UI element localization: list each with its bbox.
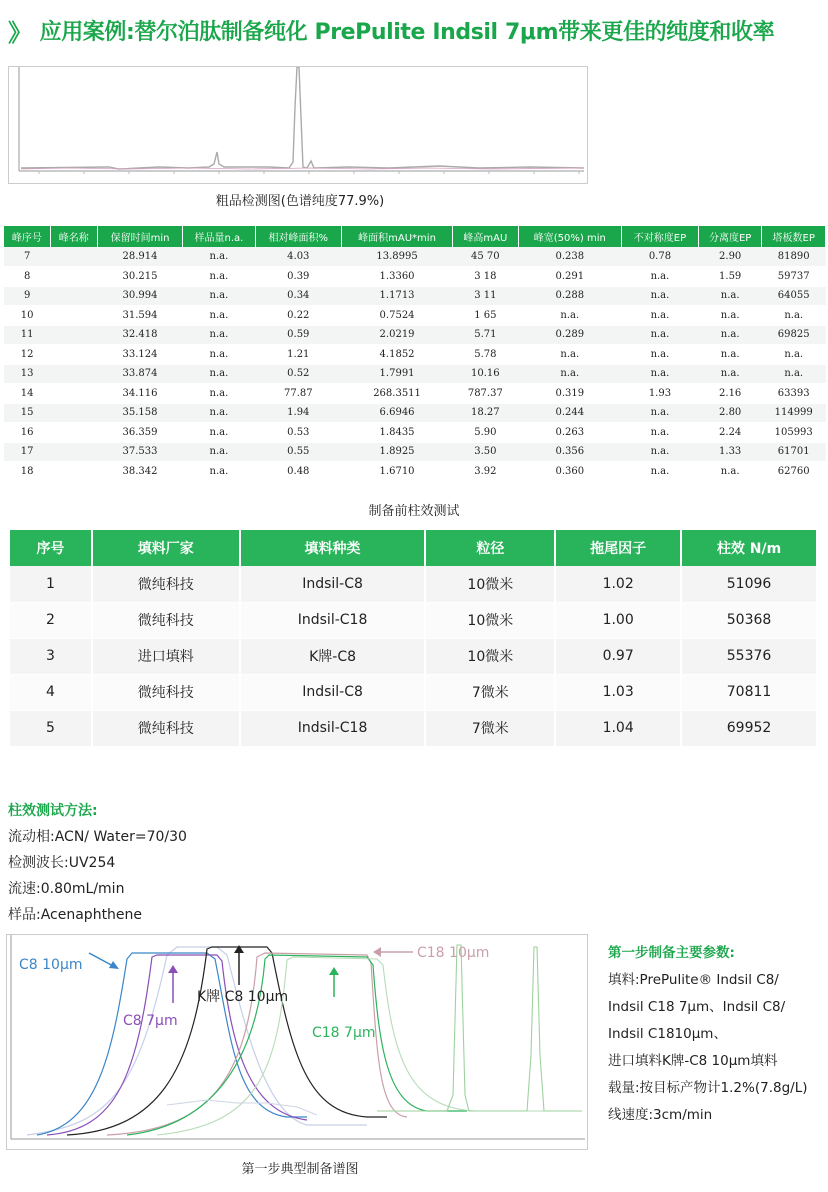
table-row xyxy=(10,674,817,710)
peak-table-cell: n.a. xyxy=(183,247,255,267)
peak-table-cell: 32.418 xyxy=(97,325,183,345)
peak-table-cell: 14 xyxy=(4,384,50,404)
peak-table-cell: 0.48 xyxy=(255,462,342,482)
column-test-cell: K牌-C8 xyxy=(240,638,426,674)
peak-table-cell: n.a. xyxy=(183,325,255,345)
params-line: 进口填料K牌-C8 10μm填料 xyxy=(608,1053,778,1069)
method-heading: 柱效测试方法: xyxy=(8,803,98,819)
peak-table-cell: 1.8435 xyxy=(342,423,453,443)
peak-table-cell: n.a. xyxy=(183,423,255,443)
peak-table-header: 样品量n.a. xyxy=(183,226,255,247)
peak-table-cell: n.a. xyxy=(183,364,255,384)
peak-table-header: 峰名称 xyxy=(50,226,97,247)
peak-table-header: 峰序号 xyxy=(4,226,50,247)
method-line: 流速:0.80mL/min xyxy=(8,881,125,897)
method-line: 样品:Acenaphthene xyxy=(8,907,143,923)
table-row xyxy=(4,364,826,384)
column-test-cell: 0.97 xyxy=(555,638,681,674)
table-row xyxy=(4,403,826,423)
peak-table-cell: 10.16 xyxy=(453,364,519,384)
crude-chromatogram-plot xyxy=(9,67,587,183)
peak-table-cell xyxy=(50,364,97,384)
peak-table-cell: 33.124 xyxy=(97,345,183,365)
peak-table-cell: 59737 xyxy=(762,267,826,287)
peak-table-cell xyxy=(50,442,97,462)
peak-table-cell: 28.914 xyxy=(97,247,183,267)
peak-table-cell: 17 xyxy=(4,442,50,462)
peak-table-cell: n.a. xyxy=(621,423,698,443)
peak-table-cell: 5.90 xyxy=(453,423,519,443)
peak-table-cell: 0.55 xyxy=(255,442,342,462)
peak-table-cell xyxy=(50,345,97,365)
peak-table-cell: 45 70 xyxy=(453,247,519,267)
peak-table-cell: n.a. xyxy=(183,345,255,365)
method-line: 检测波长:UV254 xyxy=(8,855,116,871)
peak-table-cell xyxy=(50,267,97,287)
peak-table-cell: 9 xyxy=(4,286,50,306)
peak-table xyxy=(4,226,826,482)
peak-table-cell: 2.16 xyxy=(698,384,762,404)
peak-table-cell: 0.244 xyxy=(518,403,621,423)
peak-table-cell: n.a. xyxy=(621,325,698,345)
peak-table-cell: 0.360 xyxy=(518,462,621,482)
table-row xyxy=(4,325,826,345)
peak-table-cell: n.a. xyxy=(518,345,621,365)
table-row xyxy=(10,566,817,602)
params-line: 载量:按目标产物计1.2%(7.8g/L) xyxy=(608,1080,808,1096)
peak-table-cell: 30.994 xyxy=(97,286,183,306)
peak-table-cell: 0.7524 xyxy=(342,306,453,326)
peak-table-cell xyxy=(50,325,97,345)
column-test-cell: Indsil-C8 xyxy=(240,566,426,602)
peak-table-cell: 11 xyxy=(4,325,50,345)
peak-table-cell: 7 xyxy=(4,247,50,267)
peak-table-cell: 63393 xyxy=(762,384,826,404)
peak-table-cell: 0.263 xyxy=(518,423,621,443)
column-test-caption: 制备前柱效测试 xyxy=(368,504,460,519)
peak-table-cell: 105993 xyxy=(762,423,826,443)
table-row xyxy=(4,384,826,404)
peak-table-header: 相对峰面积% xyxy=(255,226,342,247)
test-method xyxy=(8,798,187,928)
column-test-cell: Indsil-C18 xyxy=(240,710,426,746)
peak-table-cell: n.a. xyxy=(621,364,698,384)
column-test-header: 拖尾因子 xyxy=(555,530,681,566)
column-test-cell: 1.02 xyxy=(555,566,681,602)
peak-table-cell: n.a. xyxy=(762,364,826,384)
peak-table-cell: 1.3360 xyxy=(342,267,453,287)
table-row xyxy=(10,710,817,746)
peak-table-cell: 1.7991 xyxy=(342,364,453,384)
peak-table-cell: 64055 xyxy=(762,286,826,306)
peak-table-cell: n.a. xyxy=(698,325,762,345)
peak-table-cell xyxy=(50,384,97,404)
params-line: Indsil C18 7μm、Indsil C8/ xyxy=(608,999,786,1015)
peak-table-header: 峰面积mAU*min xyxy=(342,226,453,247)
label-c8-7: C8 7μm xyxy=(123,1013,178,1029)
column-test-cell: 进口填料 xyxy=(92,638,240,674)
peak-table-cell: n.a. xyxy=(762,345,826,365)
peak-table-cell: 81890 xyxy=(762,247,826,267)
peak-table-cell: 69825 xyxy=(762,325,826,345)
chevron-icon: 》 xyxy=(8,18,32,47)
peak-table-cell: 1.6710 xyxy=(342,462,453,482)
column-test-cell: 1.00 xyxy=(555,602,681,638)
table-row xyxy=(4,442,826,462)
peak-table-cell: 0.319 xyxy=(518,384,621,404)
crude-chromatogram-caption: 粗品检测图(色谱纯度77.9%) xyxy=(215,194,385,209)
peak-table-cell: 0.59 xyxy=(255,325,342,345)
column-test-cell: Indsil-C18 xyxy=(240,602,426,638)
column-test-cell: 69952 xyxy=(681,710,817,746)
peak-table-cell: 0.78 xyxy=(621,247,698,267)
table-row xyxy=(4,286,826,306)
peak-table-cell: 2.90 xyxy=(698,247,762,267)
peak-table-cell: 1.8925 xyxy=(342,442,453,462)
column-test-cell: 4 xyxy=(10,674,92,710)
column-test-cell: 10微米 xyxy=(425,602,555,638)
peak-table-cell: 2.0219 xyxy=(342,325,453,345)
prep-chromatogram xyxy=(6,934,588,1150)
peak-table-cell xyxy=(50,403,97,423)
column-test-cell: Indsil-C8 xyxy=(240,674,426,710)
peak-table-cell: 3 11 xyxy=(453,286,519,306)
peak-table-cell: n.a. xyxy=(518,364,621,384)
column-test-cell: 2 xyxy=(10,602,92,638)
method-line: 流动相:ACN/ Water=70/30 xyxy=(8,829,187,845)
table-row xyxy=(4,306,826,326)
peak-table-cell: n.a. xyxy=(621,286,698,306)
peak-table-cell: 0.53 xyxy=(255,423,342,443)
peak-table-cell: 787.37 xyxy=(453,384,519,404)
table-row xyxy=(4,345,826,365)
peak-table-cell: 0.238 xyxy=(518,247,621,267)
column-test-header: 填料厂家 xyxy=(92,530,240,566)
peak-table-cell: 62760 xyxy=(762,462,826,482)
prep-chromatogram-plot xyxy=(7,935,587,1149)
label-k-c8: K牌 C8 10μm xyxy=(197,989,289,1005)
peak-table-cell: 3.50 xyxy=(453,442,519,462)
peak-table-cell: 0.52 xyxy=(255,364,342,384)
peak-table-cell: n.a. xyxy=(621,442,698,462)
peak-table-cell: 61701 xyxy=(762,442,826,462)
column-test-header: 序号 xyxy=(10,530,92,566)
peak-table-cell: 0.22 xyxy=(255,306,342,326)
peak-table-cell: 18.27 xyxy=(453,403,519,423)
column-test-cell: 1 xyxy=(10,566,92,602)
peak-table-cell: 114999 xyxy=(762,403,826,423)
peak-table-cell: 36.359 xyxy=(97,423,183,443)
table-row xyxy=(10,638,817,674)
peak-table-cell: 0.34 xyxy=(255,286,342,306)
peak-table-cell: 0.288 xyxy=(518,286,621,306)
column-test-header: 填料种类 xyxy=(240,530,426,566)
title-text: 应用案例:替尔泊肽制备纯化 PrePulite Indsil 7μm带来更佳的纯度和收率 xyxy=(39,19,775,45)
peak-table-cell: 4.03 xyxy=(255,247,342,267)
peak-table-header: 峰高mAU xyxy=(453,226,519,247)
peak-table-cell: n.a. xyxy=(621,267,698,287)
column-test-cell: 1.04 xyxy=(555,710,681,746)
prep-chromatogram-caption: 第一步典型制备谱图 xyxy=(241,1162,359,1177)
peak-table-cell: 18 xyxy=(4,462,50,482)
peak-table-cell: 77.87 xyxy=(255,384,342,404)
peak-table-cell: n.a. xyxy=(183,267,255,287)
column-test-cell: 微纯科技 xyxy=(92,674,240,710)
peak-table-cell: n.a. xyxy=(698,306,762,326)
peak-table-cell: 38.342 xyxy=(97,462,183,482)
peak-table-cell: 0.356 xyxy=(518,442,621,462)
peak-table-cell: 4.1852 xyxy=(342,345,453,365)
peak-table-cell: n.a. xyxy=(621,403,698,423)
column-test-cell: 7微米 xyxy=(425,710,555,746)
page-title xyxy=(8,10,820,50)
peak-table-cell xyxy=(50,462,97,482)
peak-table-header: 保留时间min xyxy=(97,226,183,247)
label-c18-10: C18 10μm xyxy=(417,945,490,961)
table-row xyxy=(10,602,817,638)
peak-table-cell xyxy=(50,306,97,326)
params-heading: 第一步制备主要参数: xyxy=(608,945,735,961)
peak-table-cell: n.a. xyxy=(183,442,255,462)
peak-table-cell: n.a. xyxy=(183,306,255,326)
peak-table-cell: 268.3511 xyxy=(342,384,453,404)
peak-table-cell: 3 18 xyxy=(453,267,519,287)
column-test-cell: 10微米 xyxy=(425,638,555,674)
peak-table-cell: n.a. xyxy=(698,286,762,306)
peak-table-cell: n.a. xyxy=(621,462,698,482)
column-test-cell: 10微米 xyxy=(425,566,555,602)
column-test-header: 柱效 N/m xyxy=(681,530,817,566)
column-test-cell: 70811 xyxy=(681,674,817,710)
peak-table-cell: 12 xyxy=(4,345,50,365)
peak-table-cell: n.a. xyxy=(183,384,255,404)
peak-table-cell: 1 65 xyxy=(453,306,519,326)
peak-table-cell: n.a. xyxy=(183,286,255,306)
label-c18-7: C18 7μm xyxy=(312,1025,376,1041)
peak-table-cell: n.a. xyxy=(621,306,698,326)
column-test-cell: 微纯科技 xyxy=(92,710,240,746)
peak-table-cell: 35.158 xyxy=(97,403,183,423)
crude-chromatogram xyxy=(8,66,588,184)
peak-table-header: 塔板数EP xyxy=(762,226,826,247)
peak-table-cell: 1.1713 xyxy=(342,286,453,306)
column-test-cell: 微纯科技 xyxy=(92,602,240,638)
peak-table-cell: 2.24 xyxy=(698,423,762,443)
peak-table-cell: 1.33 xyxy=(698,442,762,462)
table-row xyxy=(4,247,826,267)
params-line: 填料:PrePulite® Indsil C8/ xyxy=(608,972,779,988)
column-test-header: 粒径 xyxy=(425,530,555,566)
peak-table-cell: 8 xyxy=(4,267,50,287)
peak-table-cell: 30.215 xyxy=(97,267,183,287)
table-row xyxy=(4,462,826,482)
peak-table-cell: n.a. xyxy=(762,306,826,326)
peak-table-cell: n.a. xyxy=(183,403,255,423)
peak-table-cell: 34.116 xyxy=(97,384,183,404)
label-c8-10: C8 10μm xyxy=(19,957,83,973)
peak-table-cell: 10 xyxy=(4,306,50,326)
params-line: 线速度:3cm/min xyxy=(608,1107,713,1123)
peak-table-header: 峰宽(50%) min xyxy=(518,226,621,247)
peak-table-cell xyxy=(50,247,97,267)
peak-table-cell: 5.78 xyxy=(453,345,519,365)
peak-table-cell: 1.94 xyxy=(255,403,342,423)
peak-table-cell: 13 xyxy=(4,364,50,384)
peak-table-cell xyxy=(50,286,97,306)
peak-table-cell: 1.59 xyxy=(698,267,762,287)
peak-table-cell: 1.21 xyxy=(255,345,342,365)
peak-table-cell: 37.533 xyxy=(97,442,183,462)
peak-table-header: 分离度EP xyxy=(698,226,762,247)
peak-table-cell: 33.874 xyxy=(97,364,183,384)
peak-table-cell: 3.92 xyxy=(453,462,519,482)
peak-table-cell: 0.39 xyxy=(255,267,342,287)
peak-table-cell: 13.8995 xyxy=(342,247,453,267)
peak-table-cell: n.a. xyxy=(698,345,762,365)
column-test-cell: 51096 xyxy=(681,566,817,602)
column-test-table xyxy=(10,530,818,747)
peak-table-cell: 6.6946 xyxy=(342,403,453,423)
column-test-cell: 55376 xyxy=(681,638,817,674)
peak-table-cell: 5.71 xyxy=(453,325,519,345)
peak-table-cell: 15 xyxy=(4,403,50,423)
params-line: Indsil C1810μm、 xyxy=(608,1026,727,1042)
peak-table-cell: n.a. xyxy=(698,462,762,482)
table-row xyxy=(4,267,826,287)
peak-table-header: 不对称度EP xyxy=(621,226,698,247)
column-test-cell: 5 xyxy=(10,710,92,746)
column-test-cell: 3 xyxy=(10,638,92,674)
peak-table-cell: 31.594 xyxy=(97,306,183,326)
peak-table-cell: 16 xyxy=(4,423,50,443)
peak-table-cell: n.a. xyxy=(183,462,255,482)
peak-table-cell: 2.80 xyxy=(698,403,762,423)
peak-table-cell: 1.93 xyxy=(621,384,698,404)
peak-table-cell: 0.289 xyxy=(518,325,621,345)
prep-parameters xyxy=(608,940,824,1129)
column-test-cell: 7微米 xyxy=(425,674,555,710)
column-test-cell: 微纯科技 xyxy=(92,566,240,602)
peak-table-cell: 0.291 xyxy=(518,267,621,287)
peak-table-cell xyxy=(50,423,97,443)
peak-table-cell: n.a. xyxy=(518,306,621,326)
peak-table-cell: n.a. xyxy=(621,345,698,365)
column-test-cell: 1.03 xyxy=(555,674,681,710)
peak-table-cell: n.a. xyxy=(698,364,762,384)
table-row xyxy=(4,423,826,443)
column-test-cell: 50368 xyxy=(681,602,817,638)
